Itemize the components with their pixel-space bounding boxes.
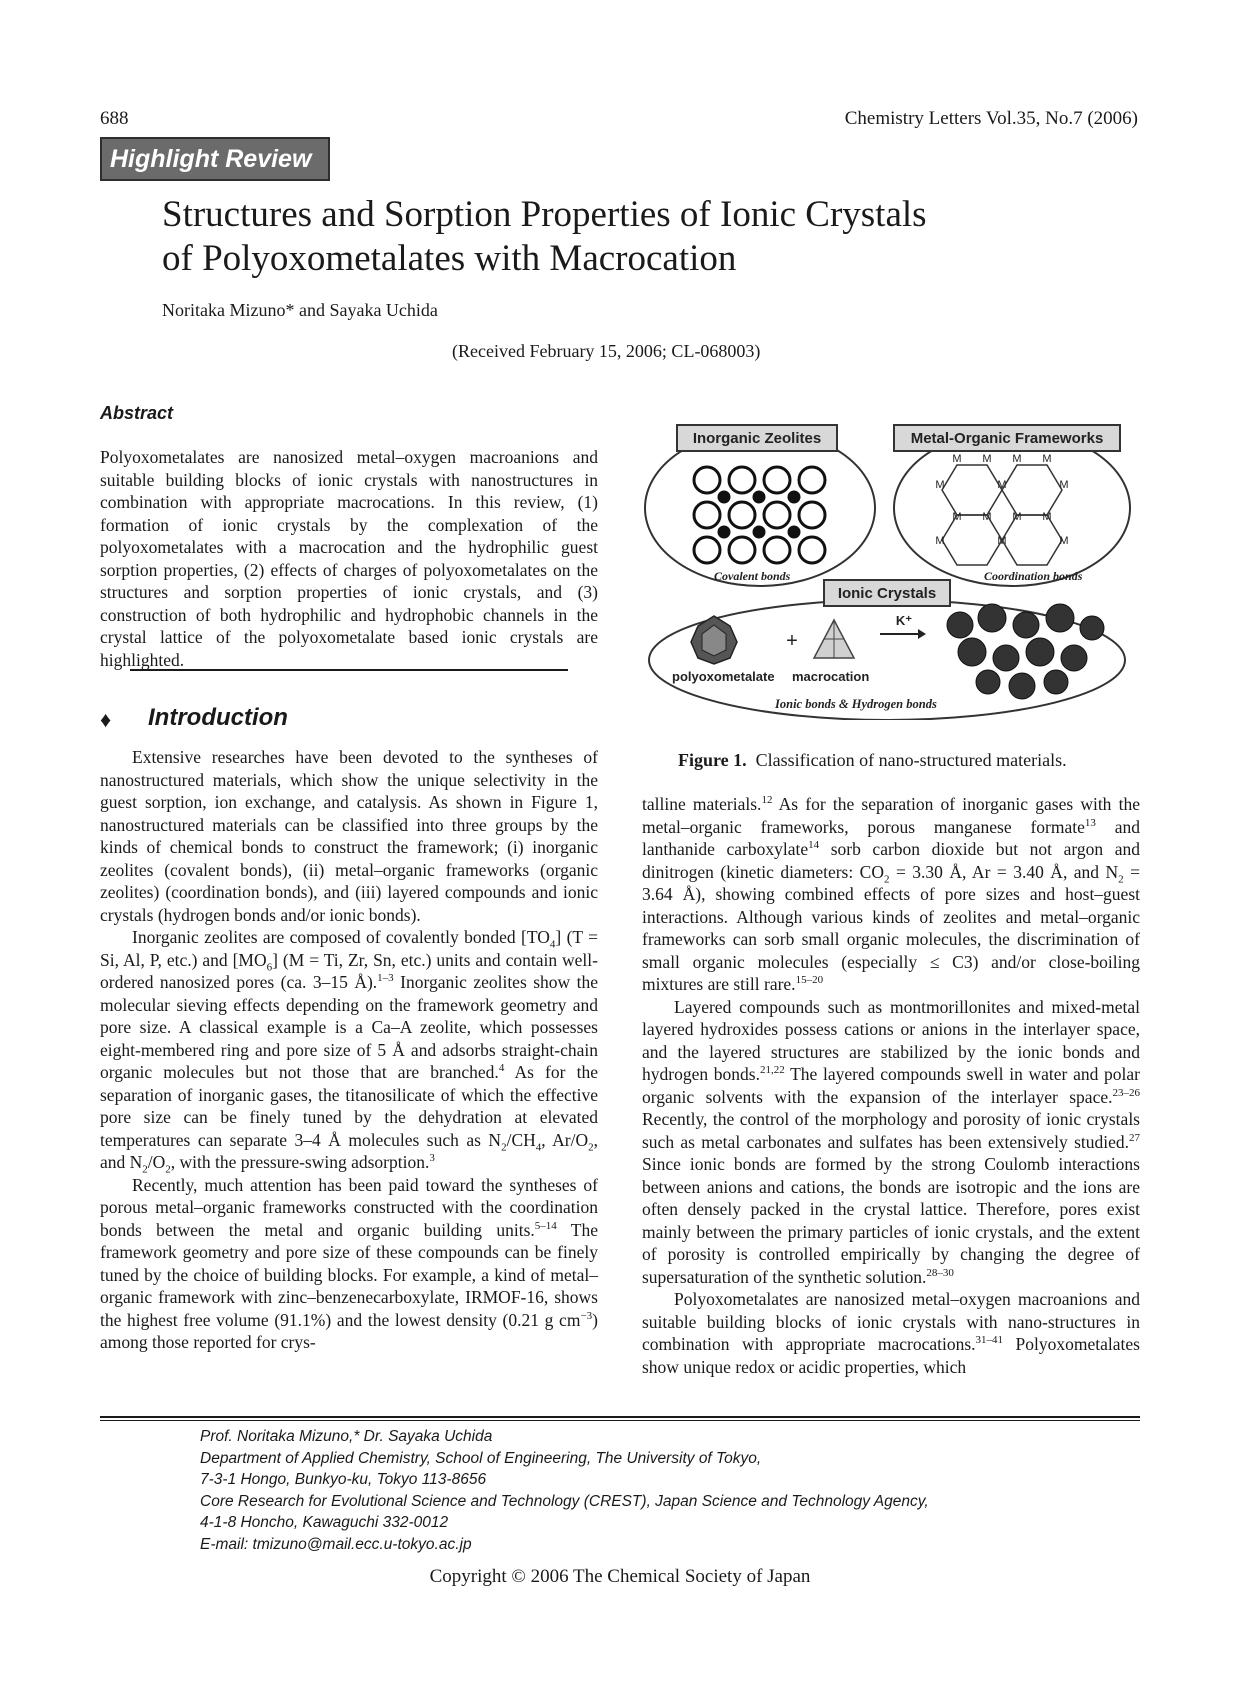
highlight-review-badge: Highlight Review [100, 137, 330, 181]
svg-text:M: M [1012, 511, 1022, 523]
svg-text:M: M [1042, 511, 1052, 523]
ionic-hydrogen-bonds-label: Ionic bonds & Hydrogen bonds [775, 697, 937, 711]
footnote-divider [100, 1416, 1140, 1418]
svg-text:M: M [935, 535, 945, 547]
zeolites-ellipse [645, 430, 875, 586]
svg-text:M: M [982, 511, 992, 523]
article-title [162, 193, 927, 281]
footnote-line: 4-1-8 Honcho, Kawaguchi 332-0012 [200, 1514, 449, 1531]
polyoxometalate-label: polyoxometalate [672, 669, 775, 684]
svg-text:M: M [997, 479, 1007, 491]
figure-caption-text: Classification of nano-structured materials. [755, 750, 1067, 770]
paragraph: Polyoxometalates are nanosized metal–oxygen macroanions and suitable building blocks of ionic crystals with nano-structures in combination with appropriate macrocations.$^{31-41}$ Polyoxometalates show unique redox or acidic properties, which [642, 1289, 1140, 1377]
authors: Noritaka Mizuno* and Sayaka Uchida [162, 300, 438, 320]
footnote-line: Prof. Noritaka Mizuno,* Dr. Sayaka Uchida [200, 1428, 493, 1445]
footnote-line: Core Research for Evolutional Science and Technology (CREST), Japan Science and Technology Agency, [200, 1492, 929, 1510]
diamond-bullet-icon: ♦ [100, 707, 112, 732]
abstract-text: Polyoxometalates are nanosized metal–oxygen macroanions and suitable building blocks of ionic crystals with nanostructures in combination with appropriate macrocations. In this review, (1) formation of ionic crystals by the complexation of the polyoxometalates with a macrocation and the hydrophilic guest sorption properties, (2) effects of charges of polyoxometalates on the structures and sorption properties of ionic crystals, and (3) construction of both hydrophilic and hydrophobic channels in the crystal lattice of the polyoxometalate based ionic crystals are highlighted. [100, 447, 598, 670]
svg-text:M: M [1059, 479, 1069, 491]
paragraph: Extensive researches have been devoted to the syntheses of nanostructured materials, which show the unique selectivity in the guest sorption, ion exchange, and catalysis. As shown in Figure 1, nanostructured materials can be classified into three groups by the kinds of chemical bonds to construct the framework; (i) inorganic zeolites (covalent bonds), (ii) metal–organic frameworks (organic zeolites) (coordination bonds), and (iii) layered compounds and ionic crystals (hydrogen bonds and/or ionic bonds). [100, 747, 598, 925]
footnote-line: Department of Applied Chemistry, School of Engineering, The University of Tokyo, [200, 1449, 762, 1467]
plus-sign: + [786, 630, 798, 652]
svg-text:M: M [982, 453, 992, 465]
svg-text:M: M [1012, 453, 1022, 465]
footnote-divider-thin [100, 1420, 1140, 1421]
figure-caption-label: Figure 1. [678, 750, 747, 770]
paragraph: Recently, much attention has been paid toward the syntheses of porous metal–organic frameworks constructed with the coordination bonds between the metal and organic building units.$^{5-14}$ The framework geometry and pore size of these compounds can be finely tuned by the choice of building blocks. For example, a kind of metal–organic framework with zinc–benzenecarboxylate, IRMOF-16, shows the highest free volume (91.1%) and the lowest density (0.21 g $cm^{-3}$) among those reported for crys- [100, 1174, 598, 1352]
author-affiliations [200, 1426, 929, 1555]
right-column-text [642, 793, 1140, 1378]
svg-text:M: M [935, 479, 945, 491]
figure-1 [642, 420, 1140, 720]
zeolites-label: Inorganic Zeolites [692, 430, 822, 447]
page-number: 688 [100, 108, 129, 129]
ionic-label: Ionic Crystals [837, 585, 937, 602]
coordination-bonds-label: Coordination bonds [984, 569, 1083, 583]
svg-text:M: M [1059, 535, 1069, 547]
paragraph: talline materials.$^{12}$ As for the separation of inorganic gases with the metal–organic frameworks, porous manganese formate$^{13}$ and lanthanide carboxylate$^{14}$ sorb carbon dioxide but not argon and dinitrogen (kinetic diameters: $CO_2 = 3.30$ Å, Ar = 3.40 Å, and $N_2 = 3.64$ Å), showing combined effects of pore sizes and host–guest interactions. Although various kinds of zeolites and metal–organic frameworks can sorb small organic molecules, the discrimination of small organic molecules (especially ≤ C3) and/or close-boiling mixtures are still rare.$^{15-20}$ [642, 794, 1141, 994]
figure-caption [678, 750, 1067, 771]
title-line-2: of Polyoxometalates with Macrocation [162, 238, 737, 279]
copyright-notice: Copyright © 2006 The Chemical Society of Japan [429, 1566, 811, 1587]
mof-label: Metal-Organic Frameworks [910, 430, 1104, 447]
abstract-heading: Abstract [100, 403, 174, 423]
svg-text:M: M [997, 535, 1007, 547]
svg-text:M: M [952, 511, 962, 523]
paragraph: Layered compounds such as montmorillonites and mixed-metal layered hydroxides possess cations or anions in the interlayer space, and the layered structures are stabilized by the ionic bonds and hydrogen bonds.$^{21,22}$ The layered compounds swell in water and polar organic solvents with the expansion of the interlayer space.$^{23-26}$ Recently, the control of the morphology and porosity of ionic crystals such as metal carbonates and sulfates has been extensively studied.$^{27}$ Since ionic bonds are formed by the strong Coulomb interactions between anions and cations, the bonds are isotropic and the ions are often densely packed in the crystal lattice. Therefore, pores exist mainly between the primary particles of ionic crystals, and the extent of porosity is controlled empirically by changing the degree of supersaturation of the synthetic solution.$^{28-30}$ [642, 996, 1141, 1287]
potassium-label: K⁺ [895, 613, 913, 628]
introduction-heading: Introduction [148, 704, 288, 731]
svg-text:M: M [1042, 453, 1052, 465]
paragraph: Inorganic zeolites are composed of covalently bonded $[TO_4] (T = Si$, Al, P, etc.) and $[MO_6] (M = Ti$, Zr, Sn, etc.) units and contain well-ordered nanosized pores (ca. 3–15 Å).$^{1-3}$ Inorganic zeolites show the molecular sieving effects depending on the framework geometry and pore size. A classical example is a Ca–A zeolite, which possesses eight-membered ring and pore size of 5 Å and adsorbs straight-chain organic molecules but not those that are branched.$^4$ As for the separation of inorganic gases, the titanosilicate of which the effective pore size can be finely tuned by the dehydration at elevated temperatures can separate 3–4 Å molecules such as $N_2/CH_4$, $Ar/O_2$, and $N_2/O_2$, with the pressure-swing adsorption.$^3$ [100, 927, 599, 1176]
footnote-line: 7-3-1 Hongo, Bunkyo-ku, Tokyo 113-8656 [200, 1471, 487, 1488]
covalent-bonds-label: Covalent bonds [714, 569, 791, 583]
abstract-divider [130, 669, 568, 671]
title-line-1: Structures and Sorption Properties of Ionic Crystals [162, 194, 927, 235]
svg-text:M: M [952, 453, 962, 465]
received-date: (Received February 15, 2006; CL-068003) [452, 341, 761, 361]
email-link[interactable]: E-mail: tmizuno@mail.ecc.u-tokyo.ac.jp [200, 1535, 472, 1553]
journal-citation: Chemistry Letters Vol.35, No.7 (2006) [844, 108, 1138, 129]
left-column-text [100, 746, 598, 1354]
macrocation-label: macrocation [792, 669, 870, 684]
